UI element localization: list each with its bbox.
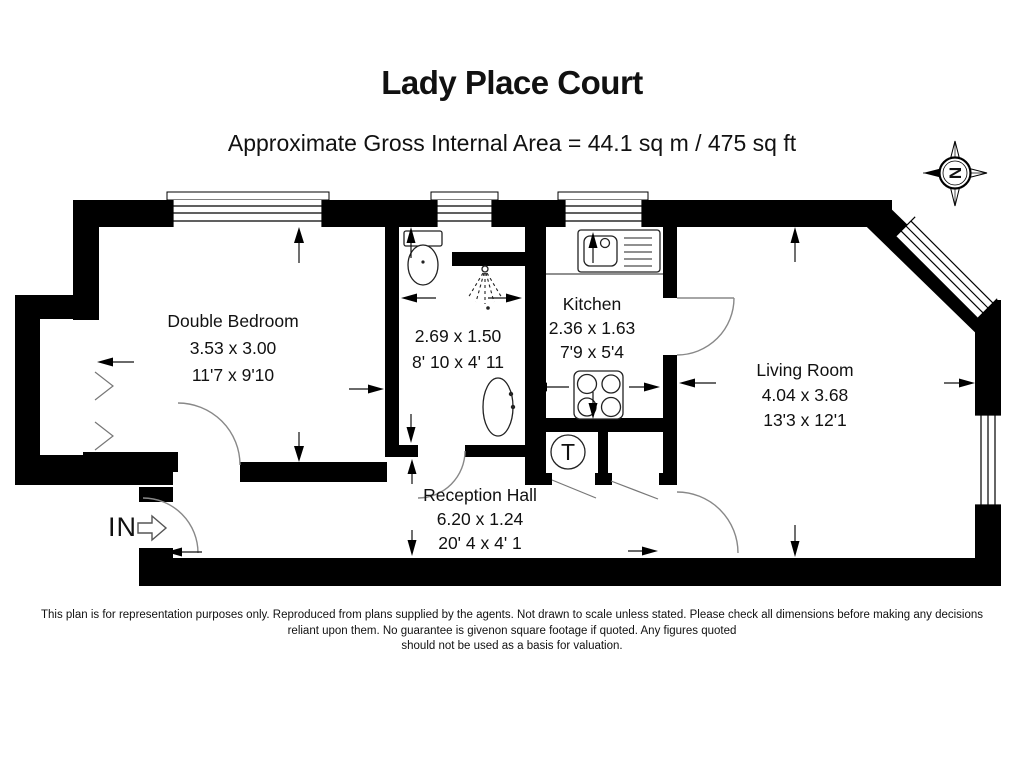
tank-label: T	[560, 439, 576, 465]
room-size-imperial: 8' 10 x 4' 11	[412, 352, 504, 372]
room-label-reception-hall	[423, 483, 537, 555]
tank-icon	[551, 435, 585, 469]
disclaimer	[0, 608, 1024, 655]
room-size-imperial: 13'3 x 12'1	[763, 410, 847, 430]
room-label-living-room	[756, 358, 853, 433]
entrance-arrow-icon	[138, 516, 166, 540]
disclaimer-line-1: This plan is for representation purposes only. Reproduced from plans supplied by the agents. Not drawn to scale unless stated. Please check all dimensions before making any decisions	[40, 609, 984, 621]
room-size-metric: 2.36 x 1.63	[548, 318, 636, 338]
kitchen-door-arc	[677, 298, 734, 355]
basin-icon	[483, 378, 515, 436]
page-title: Lady Place Court	[381, 64, 643, 101]
room-label-bathroom	[412, 323, 504, 375]
room-size-imperial: 7'9 x 5'4	[559, 342, 625, 362]
living-room-door-arc	[677, 492, 738, 553]
bedroom-door-arc	[178, 403, 240, 465]
room-name: Reception Hall	[423, 485, 537, 505]
room-label-double-bedroom	[167, 308, 298, 389]
disclaimer-line-2: reliant upon them. No guarantee is givenon square footage if quoted. Any figures quoted	[287, 624, 737, 637]
disclaimer-line-3: should not be used as a basis for valuation.	[401, 640, 623, 652]
compass-rose	[923, 141, 987, 206]
kitchen-sink-icon	[546, 230, 663, 274]
room-size-metric: 2.69 x 1.50	[414, 326, 502, 346]
room-size-metric: 4.04 x 3.68	[761, 385, 849, 405]
living-room-window	[975, 415, 1001, 505]
room-label-kitchen	[549, 292, 636, 364]
room-size-metric: 6.20 x 1.24	[436, 509, 524, 529]
wardrobe-chevrons	[95, 372, 113, 450]
bedroom-window	[167, 192, 329, 227]
room-name: Kitchen	[562, 294, 622, 314]
room-size-imperial: 20' 4 x 4' 1	[438, 533, 522, 553]
room-name: Double Bedroom	[167, 311, 299, 331]
kitchen-window	[558, 192, 648, 227]
room-size-metric: 3.53 x 3.00	[189, 338, 277, 358]
shower-icon	[468, 266, 502, 310]
room-name: Living Room	[756, 360, 854, 380]
hob-icon	[574, 371, 623, 419]
entrance-label: IN	[108, 512, 137, 542]
page-subtitle: Approximate Gross Internal Area = 44.1 sq m / 475 sq ft	[227, 130, 797, 156]
bathroom-window	[431, 192, 498, 227]
room-size-imperial: 11'7 x 9'10	[191, 365, 275, 385]
compass-north-label: N	[946, 166, 965, 180]
